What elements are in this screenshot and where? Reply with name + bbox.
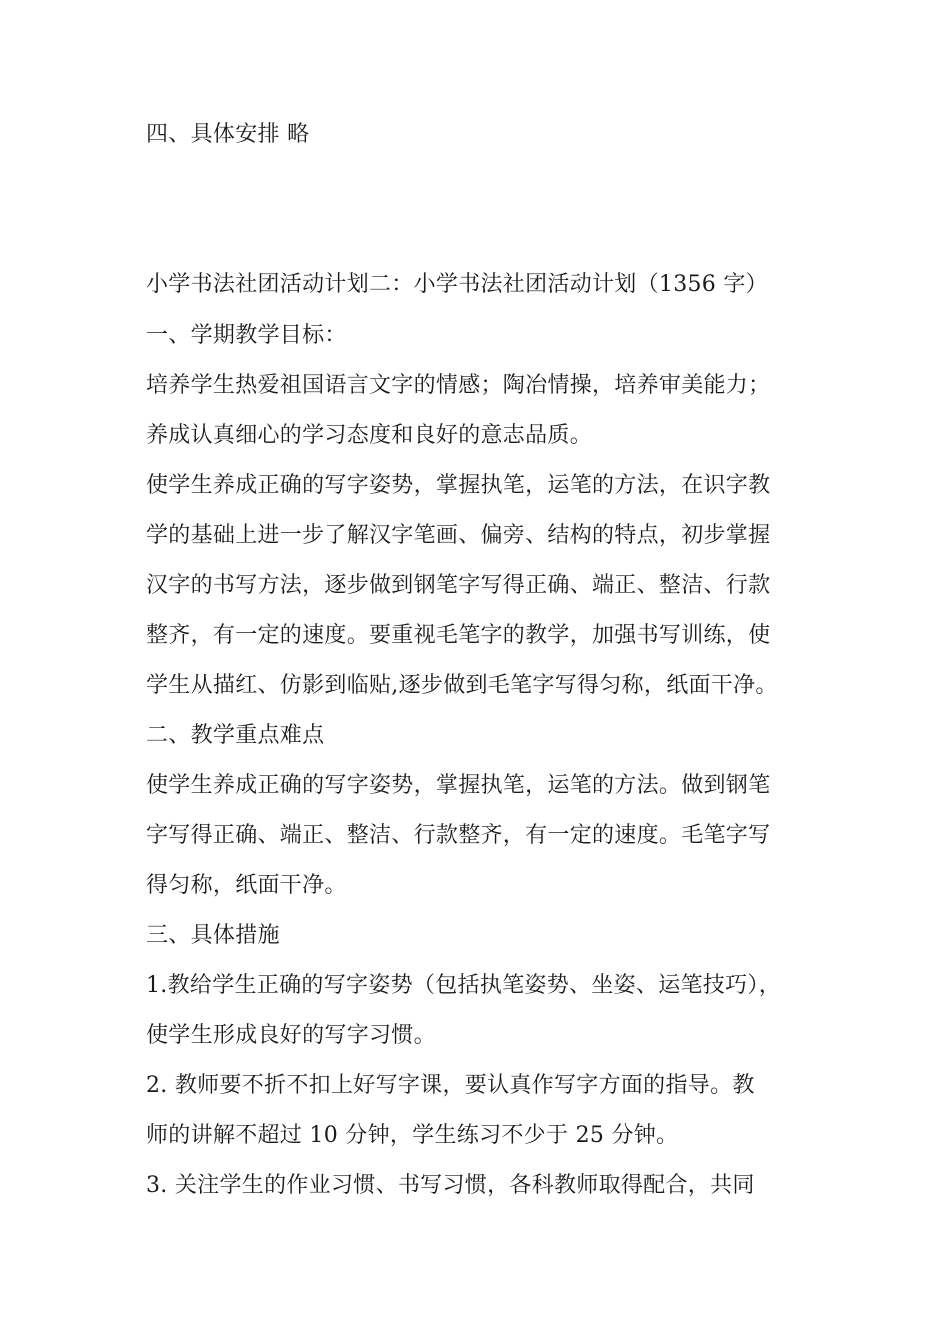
paragraph-line: 汉字的书写方法，逐步做到钢笔字写得正确、端正、整洁、行款 bbox=[146, 573, 771, 598]
paragraph-line: 培养学生热爱祖国语言文字的情感；陶冶情操，培养审美能力； bbox=[146, 373, 771, 398]
paragraph-line: 学生从描红、仿影到临贴,逐步做到毛笔字写得匀称，纸面干净。 bbox=[146, 673, 778, 698]
section-heading-key-points: 二、教学重点难点 bbox=[146, 723, 325, 748]
paragraph-line: 使学生养成正确的写字姿势，掌握执笔，运笔的方法，在识字教 bbox=[146, 473, 771, 498]
list-item-line: 使学生形成良好的写字习惯。 bbox=[146, 1023, 436, 1048]
paragraph-line: 得匀称，纸面干净。 bbox=[146, 873, 347, 898]
paragraph-line: 字写得正确、端正、整洁、行款整齐，有一定的速度。毛笔字写 bbox=[146, 823, 771, 848]
section-heading-arrangement: 四、具体安排 略 bbox=[146, 122, 310, 147]
paragraph-line: 养成认真细心的学习态度和良好的意志品质。 bbox=[146, 423, 593, 448]
paragraph-line: 整齐，有一定的速度。要重视毛笔字的教学，加强书写训练，使 bbox=[146, 623, 771, 648]
document-title: 小学书法社团活动计划二：小学书法社团活动计划（1356 字） bbox=[146, 272, 768, 297]
list-item-line: 2. 教师要不折不扣上好写字课，要认真作写字方面的指导。教 bbox=[146, 1073, 755, 1098]
section-heading-measures: 三、具体措施 bbox=[146, 923, 280, 948]
paragraph-line: 使学生养成正确的写字姿势，掌握执笔，运笔的方法。做到钢笔 bbox=[146, 773, 771, 798]
section-heading-goals: 一、学期教学目标： bbox=[146, 323, 347, 348]
list-item-line: 1.教给学生正确的写字姿势（包括执笔姿势、坐姿、运笔技巧）， bbox=[146, 973, 781, 998]
paragraph-line: 学的基础上进一步了解汉字笔画、偏旁、结构的特点，初步掌握 bbox=[146, 523, 771, 548]
list-item-line: 师的讲解不超过 10 分钟，学生练习不少于 25 分钟。 bbox=[146, 1123, 679, 1148]
list-item-line: 3. 关注学生的作业习惯、书写习惯，各科教师取得配合，共同 bbox=[146, 1173, 755, 1198]
